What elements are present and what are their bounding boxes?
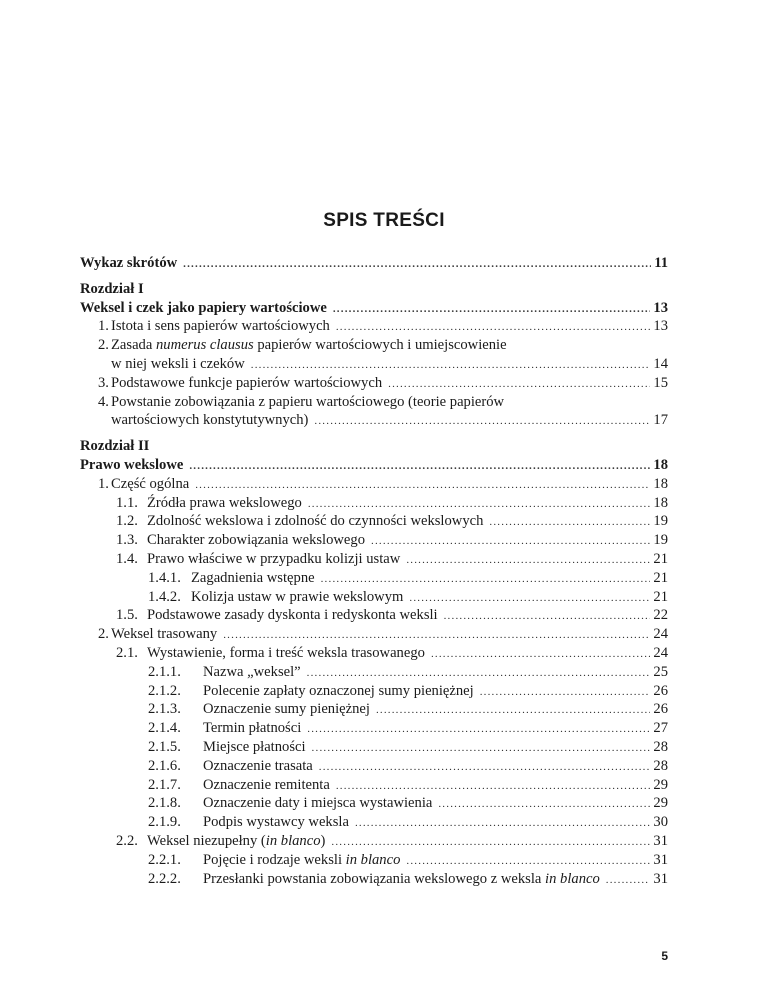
toc-entry[interactable]: 2.1.5. Miejsce płatności ..... 28 [80,739,668,758]
toc-entry-page: 18 [653,456,668,473]
toc-entry[interactable]: 3. Podstawowe funkcje papierów wartościowych ..... 15 [80,375,668,394]
toc-entry[interactable]: 2.1.4. Termin płatności ..... 27 [80,720,668,739]
toc-entry[interactable]: 1.4.1. Zagadnienia wstępne ..... 21 [80,570,668,589]
toc-entry[interactable]: 2.1. Wystawienie, forma i treść weksla trasowanego ..... 24 [80,645,668,664]
toc-entry[interactable]: 2. Zasada numerus clausus papierów wartościowych i umiejscowienie [98,337,507,354]
chapter-label: Rozdział II [80,438,150,455]
leader-dots [189,460,650,472]
toc-entry[interactable]: 1. Część ogólna ..... 18 [80,476,668,495]
toc-entry[interactable]: 1.5. Podstawowe zasady dyskonta i redyskonta weksli ..... 22 [80,607,668,626]
toc-entry[interactable]: 1.4.2. Kolizja ustaw w prawie wekslowym ..... 21 [80,589,668,608]
toc-entry-continuation[interactable]: wartościowych konstytutywnych) ..... 17 [80,412,668,431]
toc-entry[interactable]: 2.2.2. Przesłanki powstania zobowiązania wekslowego z weksla in blanco ..... 31 [80,871,668,890]
toc-entry[interactable]: 4. Powstanie zobowiązania z papieru wartościowego (teorie papierów [98,393,505,410]
toc-entry-chapter2[interactable] [80,457,668,476]
toc-entry[interactable]: 2.2.1. Pojęcie i rodzaje weksli in blanco ..... 31 [80,852,668,871]
toc-entry[interactable]: 2.1.9. Podpis wystawcy weksla ..... 30 [80,814,668,833]
toc-entry[interactable]: 1.1. Źródła prawa wekslowego ..... 18 [80,495,668,514]
toc-entry-page: 13 [653,299,668,316]
toc-entry-chapter1[interactable] [80,300,668,319]
page-number: 5 [661,949,668,963]
toc-entry[interactable]: 2. Weksel trasowany ..... 24 [80,626,668,645]
toc-entry[interactable]: 2.1.6. Oznaczenie trasata ..... 28 [80,758,668,777]
toc-entry[interactable]: 1.3. Charakter zobowiązania wekslowego ..... 19 [80,532,668,551]
toc-entry-label: Prawo wekslowe [80,456,184,473]
toc-entry[interactable]: 2.1.7. Oznaczenie remitenta ..... 29 [80,777,668,796]
table-of-contents [80,255,668,889]
toc-entry-label: Wykaz skrótów [80,255,178,271]
page-title: SPIS TREŚCI [323,210,445,231]
leader-dots [333,303,651,315]
leader-dots [183,258,651,270]
toc-entry[interactable]: 2.2. Weksel niezupełny (in blanco) ..... 31 [80,833,668,852]
toc-entry[interactable]: 2.1.2. Polecenie zapłaty oznaczonej sumy pieniężnej ..... 26 [80,683,668,702]
toc-entry-page: 11 [654,255,668,271]
toc-entry-label: Weksel i czek jako papiery wartościowe [80,299,327,316]
toc-entry[interactable]: 2.1.8. Oznaczenie daty i miejsca wystawienia ..... 29 [80,795,668,814]
chapter-label: Rozdział I [80,280,144,297]
toc-entry[interactable]: 1.4. Prawo właściwe w przypadku kolizji ustaw ..... 21 [80,551,668,570]
toc-entry-continuation[interactable]: w niej weksli i czeków ..... 14 [80,356,668,375]
toc-entry-abbreviations[interactable] [80,255,668,274]
toc-entry[interactable]: 1.2. Zdolność wekslowa i zdolność do czynności wekslowych ..... 19 [80,513,668,532]
toc-entry[interactable]: 2.1.3. Oznaczenie sumy pieniężnej ..... 26 [80,701,668,720]
toc-entry[interactable]: 2.1.1. Nazwa „weksel” ..... 25 [80,664,668,683]
toc-entry[interactable]: 1. Istota i sens papierów wartościowych ..... 13 [80,318,668,337]
